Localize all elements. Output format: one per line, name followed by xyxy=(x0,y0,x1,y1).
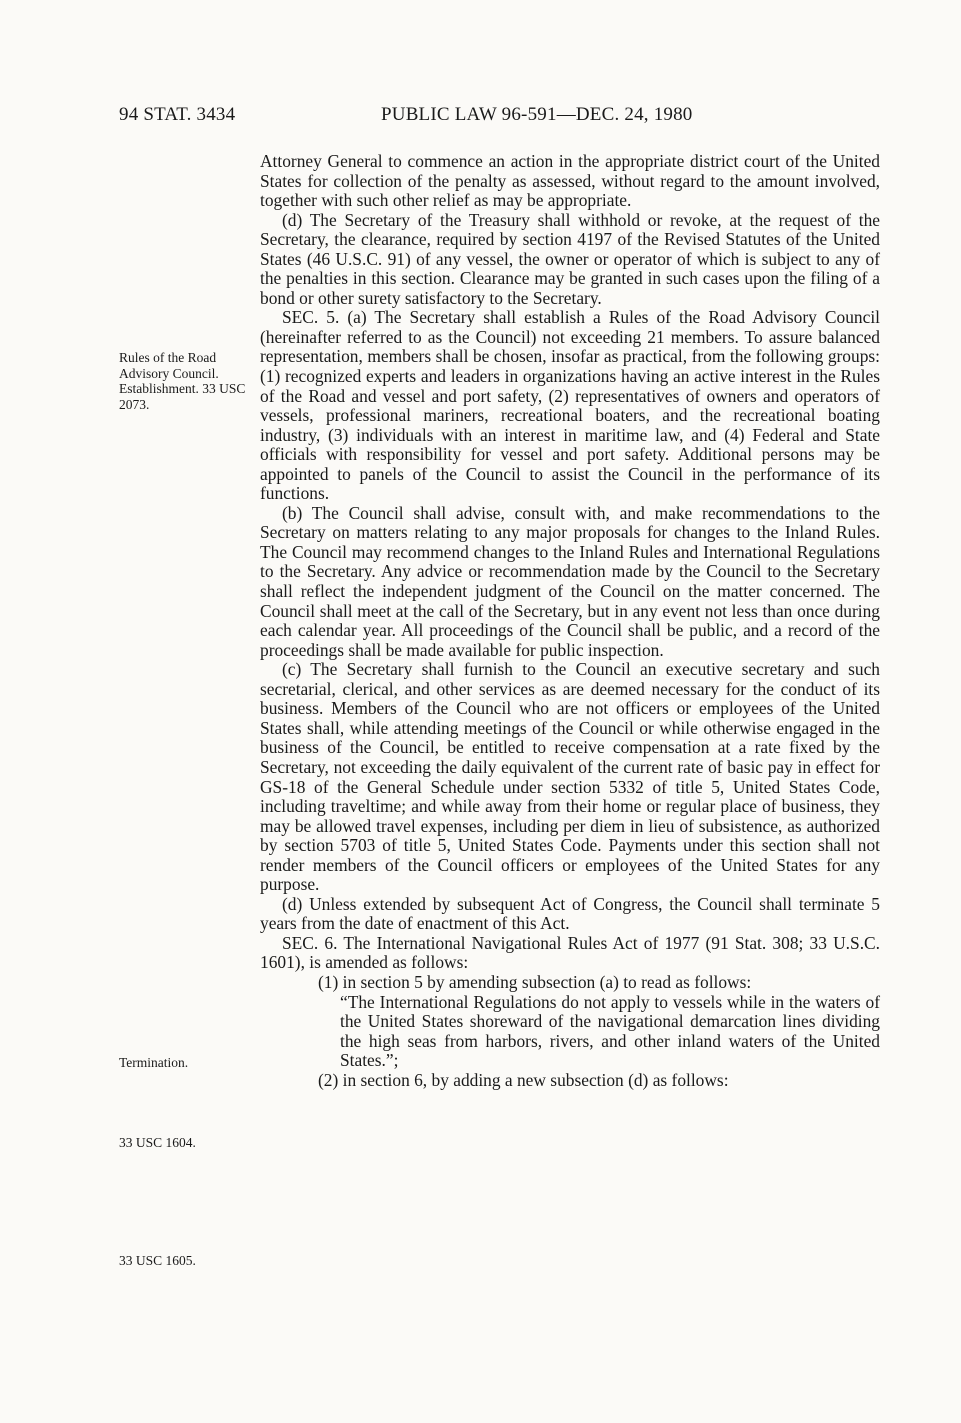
statute-page-number: 94 STAT. 3434 xyxy=(119,104,236,125)
document-body xyxy=(260,152,880,1090)
paragraph-sec5-b: (b) The Council shall advise, consult with, and make recommendations to the Secretary on matters relating to any major proposals for changes to the Inland Rules. The Council may recommend changes to the Inland Rules and International Regulations to the Secretary. Any advice or recommendation made by the Council to the Secretary shall reflect the independent judgment of the Council on the matter concerned. The Council shall meet at the call of the Secretary, but in any event not less than once during each calendar year. All proceedings of the Council shall be public, and a record of the proceedings shall be made available for public inspection. xyxy=(260,502,880,660)
paragraph-sec5-d: (d) Unless extended by subsequent Act of Congress, the Council shall terminate 5 years from the date of enactment of this Act. xyxy=(260,893,880,934)
paragraph-sec6: SEC. 6. The International Navigational Rules Act of 1977 (91 Stat. 308; 33 U.S.C. 1601), is amended as follows: xyxy=(260,932,880,973)
margin-note-council-establishment: Rules of the Road Advisory Council. Establishment. 33 USC 2073. xyxy=(119,350,246,412)
margin-note-33-usc-1604: 33 USC 1604. xyxy=(119,1135,196,1150)
paragraph-continuation: Attorney General to commence an action in the appropriate district court of the United States for collection of the penalty as assessed, without regard to the amount involved, together with such other relief as may be appropriate. xyxy=(260,151,880,211)
paragraph-sec5-c: (c) The Secretary shall furnish to the Council an executive secretary and such secretarial, clerical, and other services as are deemed necessary for the conduct of its business. Members of the Council who are not officers or employees of the United States shall, while attending meetings of the Council or while otherwise engaged in the business of the Council, be entitled to receive compensation at a rate fixed by the Secretary, not exceeding the daily equivalent of the current rate of basic pay in effect for GS-18 of the General Schedule under section 5332 of title 5, United States Code, including traveltime; and while away from their home or regular place of business, they may be allowed travel expenses, including per diem in lieu of subsistence, as authorized by section 5703 of title 5, United States Code. Payments under this section shall not render members of the Council officers or employees of the United States for any purpose. xyxy=(260,659,880,895)
paragraph-sec6-item2: (2) in section 6, by adding a new subsection (d) as follows: xyxy=(318,1069,729,1090)
public-law-title: PUBLIC LAW 96-591—DEC. 24, 1980 xyxy=(381,104,693,125)
page-header xyxy=(119,104,759,134)
paragraph-sec5-a: SEC. 5. (a) The Secretary shall establish a Rules of the Road Advisory Council (hereinafter referred to as the Council) not exceeding 21 members. To assure balanced representation, members shall be chosen, insofar as practical, from the following groups: (1) recognized experts and leaders in organizations having an active interest in the Rules of the Road and vessel and port safety, (2) representatives of owners and operators of vessels, professional mariners, recreational boaters, and the recreational boating industry, (3) individuals with an interest in maritime law, and (4) Federal and State officials with responsibility for vessel and port safety. Additional persons may be appointed to panels of the Council to assist the Council in the performance of its functions. xyxy=(260,307,880,504)
paragraph-sec6-quote: “The International Regulations do not apply to vessels while in the waters of the United States shoreward of the navigational demarcation lines dividing the high seas from harbors, rivers, and other inland waters of the United States.”; xyxy=(340,991,880,1071)
margin-note-termination: Termination. xyxy=(119,1055,189,1070)
paragraph-sec4-d: (d) The Secretary of the Treasury shall withhold or revoke, at the request of the Secretary, the clearance, required by section 4197 of the Revised Statutes of the United States (46 U.S.C. 91) of any vessel, the owner or operator of which is subject to any of the penalties in this section. Clearance may be granted in such cases upon the filing of a bond or other surety satisfactory to the Secretary. xyxy=(260,209,880,308)
paragraph-sec6-item1: (1) in section 5 by amending subsection (a) to read as follows: xyxy=(318,971,752,992)
margin-note-33-usc-1605: 33 USC 1605. xyxy=(119,1253,196,1268)
